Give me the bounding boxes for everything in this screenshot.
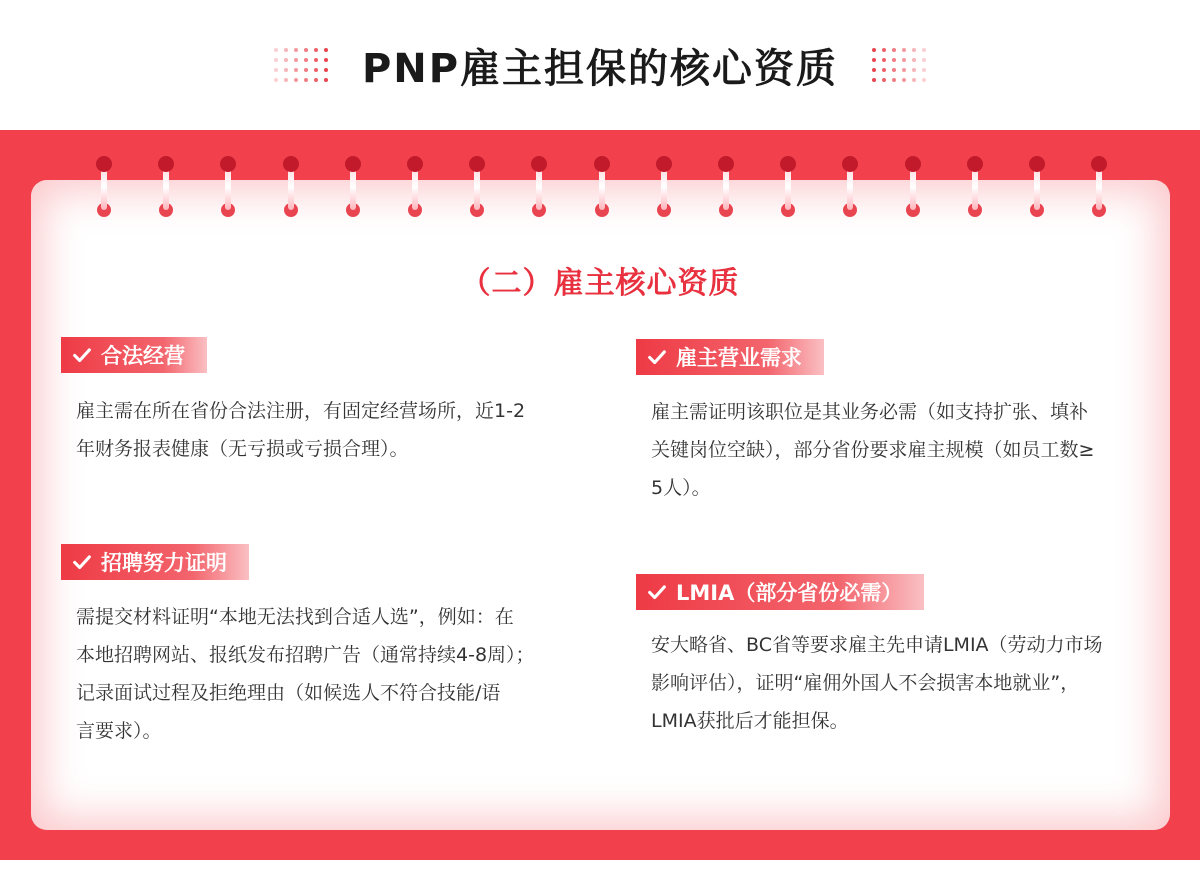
paragraph-legal-operation [76, 392, 596, 468]
tag-legal-operation [61, 337, 207, 373]
paragraph-line: 言要求）。 [76, 720, 162, 742]
binder-ring-icon [1091, 156, 1107, 216]
tag-label: LMIA（部分省份必需） [676, 581, 903, 605]
decorative-dots-left [272, 46, 330, 84]
binder-ring-icon [345, 156, 361, 216]
paragraph-business-need [651, 393, 1171, 507]
binder-ring-icon [283, 156, 299, 216]
binder-ring-icon [96, 156, 112, 216]
tag-recruitment-effort [61, 544, 249, 580]
binder-ring-icon [656, 156, 672, 216]
tag-label: 招聘努力证明 [101, 551, 227, 575]
binder-ring-icon [407, 156, 423, 216]
binder-ring-icon [469, 156, 485, 216]
tag-label: 雇主营业需求 [676, 346, 802, 370]
section-title: （二）雇主核心资质 [460, 266, 740, 301]
binder-ring-icon [531, 156, 547, 216]
paragraph-line: 安大略省、BC省等要求雇主先申请LMIA（劳动力市场 [651, 634, 1103, 656]
paragraph-line: 年财务报表健康（无亏损或亏损合理）。 [76, 438, 409, 460]
binder-ring-icon [842, 156, 858, 216]
paragraph-line: 雇主需在所在省份合法注册，有固定经营场所，近1-2 [76, 400, 526, 422]
page-title: PNP雇主担保的核心资质 [361, 45, 839, 92]
binder-ring-icon [967, 156, 983, 216]
paragraph-line: 5人）。 [651, 477, 711, 499]
binder-ring-icon [905, 156, 921, 216]
paragraph-line: 记录面试过程及拒绝理由（如候选人不符合技能/语 [76, 682, 501, 704]
tag-label: 合法经营 [101, 344, 185, 368]
page-header [0, 0, 1200, 130]
check-icon [646, 346, 668, 368]
paragraph-line: 本地招聘网站、报纸发布招聘广告（通常持续4-8周）； [76, 644, 535, 666]
check-icon [646, 581, 668, 603]
binder-ring-icon [1029, 156, 1045, 216]
paragraph-line: 雇主需证明该职位是其业务必需（如支持扩张、填补 [651, 401, 1089, 423]
paragraph-line: LMIA获批后才能担保。 [651, 710, 849, 732]
paragraph-line: 需提交材料证明“本地无法找到合适人选”，例如：在 [76, 606, 514, 628]
check-icon [71, 551, 93, 573]
tag-business-need [636, 339, 824, 375]
tag-lmia [636, 574, 924, 610]
decorative-dots-right [870, 46, 928, 84]
binder-ring-icon [158, 156, 174, 216]
binder-ring-icon [220, 156, 236, 216]
binder-ring-icon [594, 156, 610, 216]
paragraph-lmia [651, 626, 1171, 740]
paragraph-line: 影响评估），证明“雇佣外国人不会损害本地就业”， [651, 672, 1080, 694]
paragraph-recruitment-effort [76, 598, 596, 750]
binder-ring-icon [718, 156, 734, 216]
check-icon [71, 344, 93, 366]
binder-ring-icon [780, 156, 796, 216]
paragraph-line: 关键岗位空缺），部分省份要求雇主规模（如员工数≥ [651, 439, 1095, 461]
